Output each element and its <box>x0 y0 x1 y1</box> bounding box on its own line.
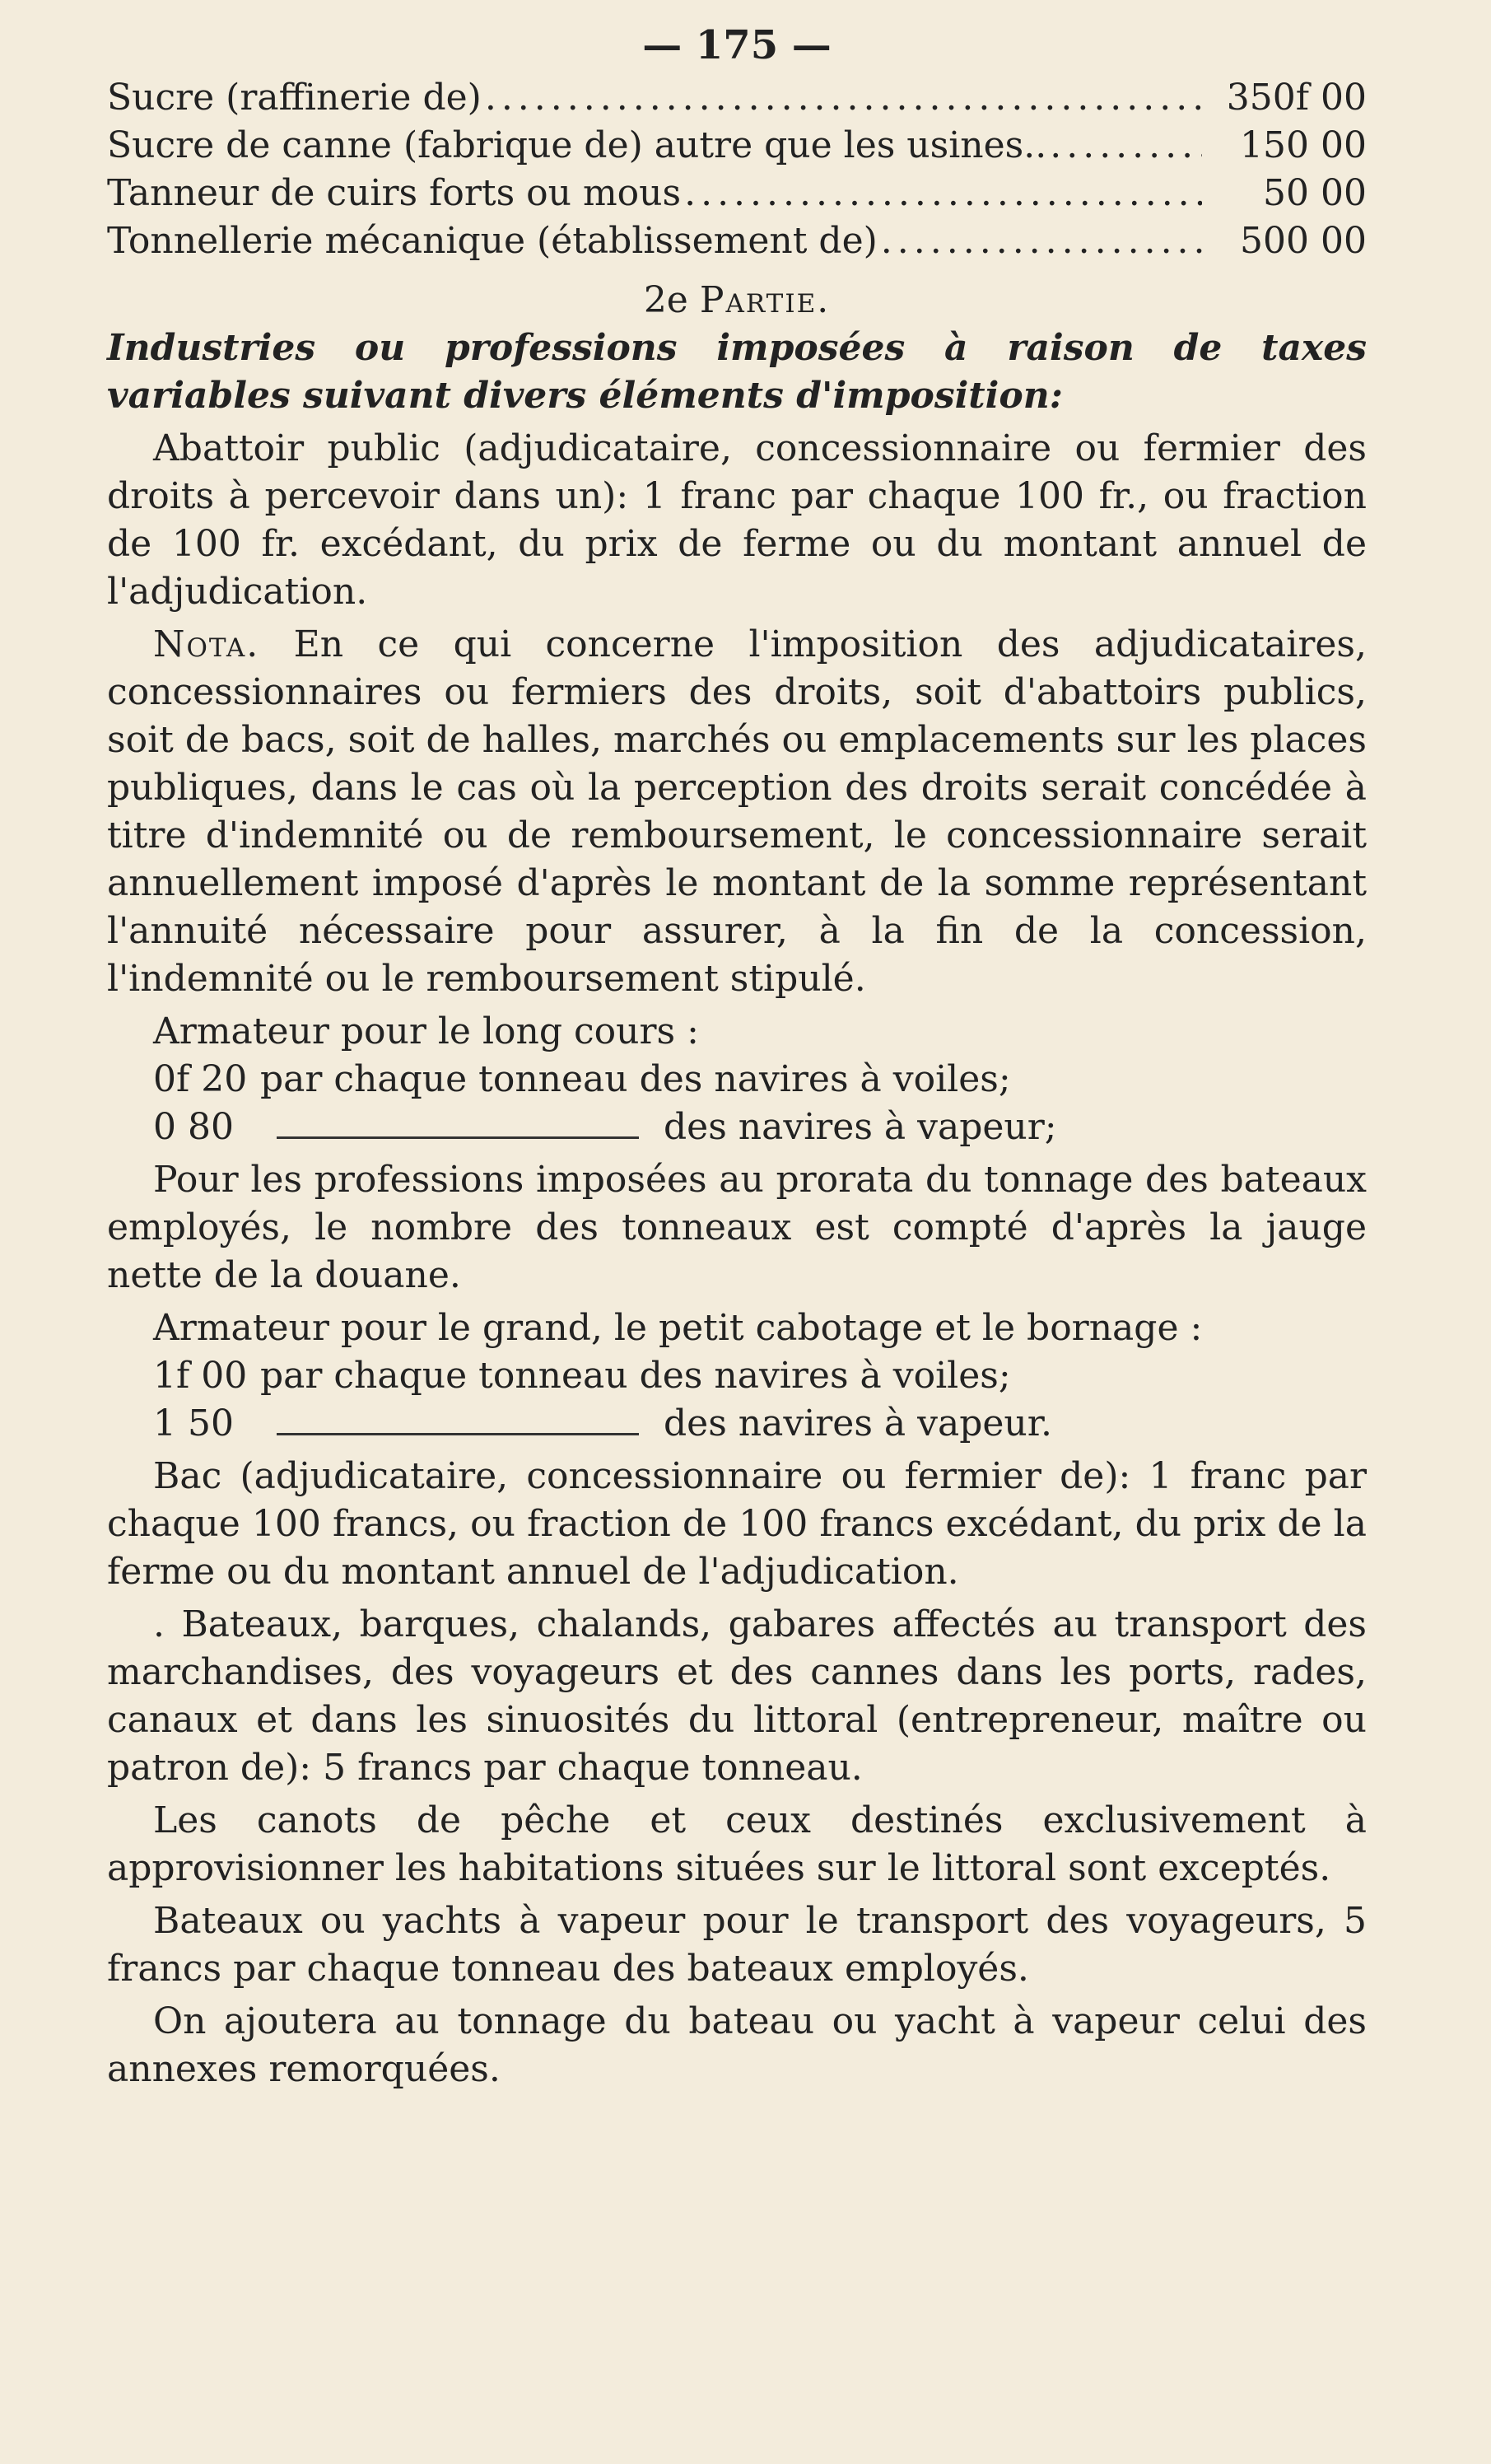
section-subtitle: Industries ou professions imposées à raison de taxes variables suivant divers éléments d'imposition: <box>107 327 1367 417</box>
paragraph-yachts: Bateaux ou yachts à vapeur pour le transport des voyageurs, 5 francs par chaque tonneau des bateaux employés. <box>107 1900 1367 1990</box>
rate-text: des navires à vapeur. <box>664 1402 1052 1444</box>
rate-text: des navires à vapeur; <box>664 1106 1057 1148</box>
tariff-row <box>107 217 1367 265</box>
rate-value: 0f 20 <box>153 1058 248 1100</box>
section-label: Partie. <box>699 279 831 321</box>
rate-text: par chaque tonneau des navires à voiles; <box>260 1058 1011 1100</box>
tariff-amount: 500 00 <box>1240 220 1367 262</box>
tariff-amount: 350f 00 <box>1226 77 1367 119</box>
tariff-label: Sucre (raffinerie de) <box>107 77 482 119</box>
paragraph-bac: Bac (adjudicataire, concessionnaire ou fermier de): 1 franc par chaque 100 francs, ou fraction de 100 francs excédant, du prix de la ferme ou du montant annuel de l'adjudication. <box>107 1455 1367 1593</box>
rate-value: 1 50 <box>153 1402 234 1444</box>
leader-dots <box>482 74 1202 122</box>
paragraph-nota <box>107 621 1367 1003</box>
rate-row <box>107 1352 1367 1400</box>
rate-row <box>107 1056 1367 1104</box>
paragraph-canots: Les canots de pêche et ceux destinés exclusivement à approvisionner les habitations situées sur le littoral sont exceptés. <box>107 1799 1367 1889</box>
rate-row <box>107 1400 1367 1448</box>
tariff-label: Sucre de canne (fabrique de) autre que les usines.. <box>107 124 1047 166</box>
section-title <box>107 277 1367 324</box>
rate-value: 0 80 <box>153 1106 234 1148</box>
tariff-row <box>107 74 1367 122</box>
paragraph-abattoir: Abattoir public (adjudicataire, concessionnaire ou fermier des droits à percevoir dans un): 1 franc par chaque 100 fr., ou fraction de 100 fr. excédant, du prix de ferme ou du montant annuel de l'adjudication. <box>107 427 1367 613</box>
tariff-label: Tanneur de cuirs forts ou mous <box>107 172 682 214</box>
tariff-amount: 150 00 <box>1240 124 1367 166</box>
paragraph-annexes: On ajoutera au tonnage du bateau ou yacht à vapeur celui des annexes remorquées. <box>107 2000 1367 2090</box>
document-page <box>107 16 1367 2093</box>
rate-value: 1f 00 <box>153 1355 248 1397</box>
nota-label: Nota. <box>153 623 260 665</box>
leader-dots <box>681 170 1202 217</box>
paragraph-prorata: Pour les professions imposées au prorata du tonnage des bateaux employés, le nombre des tonneaux est compté d'après la jauge nette de la douane. <box>107 1159 1367 1296</box>
ditto-line <box>277 1433 639 1435</box>
paragraph-armateur-long: Armateur pour le long cours : <box>153 1010 699 1052</box>
tariff-amount: 50 00 <box>1263 172 1367 214</box>
tariff-label: Tonnellerie mécanique (établissement de) <box>107 220 878 262</box>
rate-text: par chaque tonneau des navires à voiles; <box>260 1355 1011 1397</box>
tariff-list <box>107 74 1367 265</box>
page-number: — 175 — <box>642 22 832 68</box>
leader-dots <box>878 217 1202 265</box>
nota-text: En ce qui concerne l'imposition des adjudicataires, concessionnaires ou fermiers des droits, soit d'abattoirs publics, soit de bacs, soit de halles, marchés ou emplacements sur les places publiques, dans le cas où la perception des droits serait concédée à titre d'indemnité ou de remboursement, le concessionnaire serait annuellement imposé d'après le montant de la somme représentant l'annuité nécessaire pour assurer, à la fin de la concession, l'indemnité ou le remboursement stipulé. <box>107 623 1367 1000</box>
paragraph-armateur-cabotage: Armateur pour le grand, le petit cabotage et le bornage : <box>153 1307 1203 1349</box>
tariff-row <box>107 122 1367 170</box>
rate-row <box>107 1104 1367 1151</box>
section-number: 2e <box>643 279 688 321</box>
tariff-row <box>107 170 1367 217</box>
leader-dots <box>1046 122 1202 170</box>
paragraph-bateaux: . Bateaux, barques, chalands, gabares affectés au transport des marchandises, des voyageurs et des cannes dans les ports, rades, canaux et dans les sinuosités du littoral (entrepreneur, maître ou patron de): 5 francs par chaque tonneau. <box>107 1603 1367 1789</box>
ditto-line <box>277 1136 639 1139</box>
